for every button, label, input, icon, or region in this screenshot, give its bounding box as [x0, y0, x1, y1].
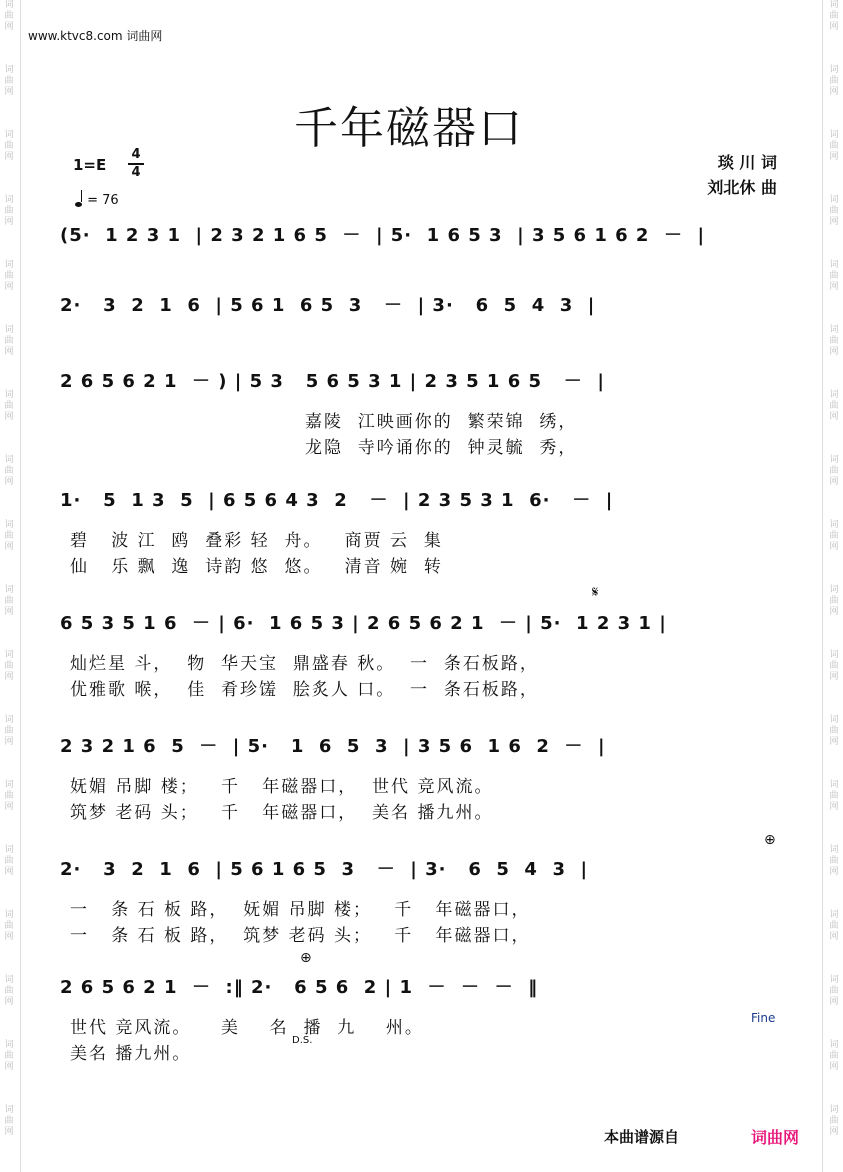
watermark-text: 词 曲 网 — [4, 1105, 14, 1137]
page-title: 千年磁器口 — [294, 103, 524, 154]
watermark-text: 词 曲 网 — [829, 390, 839, 422]
watermark-text: 词 曲 网 — [829, 585, 839, 617]
lyrics-line-8-verse-2: 美名 播九州。 — [70, 1044, 192, 1064]
tempo-marking — [75, 192, 119, 208]
watermark-text: 词 曲 网 — [4, 845, 14, 877]
notes-line-8: 2 6 5 6 2 1 － :‖ 2· 6 5 6 2 | 1 － － － ‖ — [60, 977, 539, 998]
lyrics-line-7-verse-2: 一 条 石 板 路， 筑梦 老码 头； 千 年磁器口， — [70, 926, 531, 946]
time-bottom: 4 — [131, 165, 141, 180]
watermark-text: 词 曲 网 — [4, 260, 14, 292]
watermark-text: 词 曲 网 — [4, 1040, 14, 1072]
watermark-text: 词 曲 网 — [829, 0, 839, 32]
left-watermark-strip — [2, 0, 16, 1172]
watermark-text: 词 曲 网 — [829, 195, 839, 227]
watermark-text: 词 曲 网 — [829, 975, 839, 1007]
score-line-7 — [60, 855, 780, 946]
watermark-text: 词 曲 网 — [829, 650, 839, 682]
lyrics-line-5-verse-1: 灿烂星 斗， 物 华天宝 鼎盛春 秋。 一 条石板路， — [70, 654, 539, 674]
notes-line-2: 2· 3 2 1 6 | 5 6 1 6 5 3 － | 3· 6 5 4 3 | — [60, 295, 596, 316]
score-line-4 — [60, 486, 780, 577]
lyrics-line-5-verse-2: 优雅歌 喉， 佳 肴珍馐 脍炙人 口。 一 条石板路， — [70, 680, 539, 700]
notes-line-6: 2 3 2 1 6 5 － | 5· 1 6 5 3 | 3 5 6 1 6 2 － | — [60, 736, 606, 757]
watermark-text: 词 曲 网 — [829, 715, 839, 747]
right-margin-rule — [822, 0, 823, 1172]
score-line-1 — [60, 221, 780, 281]
lyrics-line-7-verse-1: 一 条 石 板 路， 妩媚 吊脚 楼； 千 年磁器口， — [70, 900, 531, 920]
segno-icon: 𝄋 — [592, 583, 599, 601]
coda-icon-2: ⊕ — [300, 950, 312, 966]
footer-label: 本曲谱源自 — [604, 1128, 680, 1146]
composer-credit: 刘北休 曲 — [707, 178, 777, 197]
watermark-text: 词 曲 网 — [4, 650, 14, 682]
watermark-text: 词 曲 网 — [829, 260, 839, 292]
lyrics-line-4-verse-2: 仙 乐 飘 逸 诗韵 悠 悠。 清音 婉 转 — [70, 557, 443, 577]
ds-marking: D.S. — [292, 1035, 313, 1046]
key-signature: 1=E — [73, 156, 107, 174]
right-watermark-strip — [827, 0, 841, 1172]
footer-brand-link[interactable]: 词曲网 — [751, 1128, 800, 1147]
watermark-text: 词 曲 网 — [4, 910, 14, 942]
score-line-2 — [60, 291, 780, 351]
lyrics-line-4-verse-1: 碧 波 江 鸥 叠彩 轻 舟。 商贾 云 集 — [70, 531, 443, 551]
watermark-text: 词 曲 网 — [4, 975, 14, 1007]
watermark-text: 词 曲 网 — [829, 1105, 839, 1137]
watermark-text: 词 曲 网 — [4, 585, 14, 617]
score-line-3 — [60, 367, 780, 458]
site-url[interactable]: www.ktvc8.com 词曲网 — [28, 29, 163, 43]
time-top: 4 — [131, 147, 141, 162]
watermark-text: 词 曲 网 — [4, 780, 14, 812]
watermark-text: 词 曲 网 — [4, 715, 14, 747]
left-margin-rule — [20, 0, 21, 1172]
watermark-text: 词 曲 网 — [829, 780, 839, 812]
time-signature — [128, 148, 144, 180]
watermark-text: 词 曲 网 — [829, 325, 839, 357]
notes-line-1: (5· 1 2 3 1 | 2 3 2 1 6 5 － | 5· 1 6 5 3 | 3 5 6 1 6 2 － | — [60, 225, 706, 246]
notes-line-3: 2 6 5 6 2 1 － ) | 5 3 5 6 5 3 1 | 2 3 5 1 6 5 － | — [60, 371, 605, 392]
quarter-note-icon — [75, 202, 82, 207]
notes-line-7: 2· 3 2 1 6 | 5 6 1 6 5 3 － | 3· 6 5 4 3 | — [60, 859, 589, 880]
lyricist-credit: 琰 川 词 — [717, 153, 777, 172]
watermark-text: 词 曲 网 — [4, 0, 14, 32]
coda-icon: ⊕ — [764, 832, 776, 848]
watermark-text: 词 曲 网 — [829, 130, 839, 162]
lyrics-line-8-verse-1: 世代 竞风流。 美 名 播 九 州。 — [70, 1018, 424, 1038]
watermark-text: 词 曲 网 — [4, 390, 14, 422]
watermark-text: 词 曲 网 — [829, 1040, 839, 1072]
watermark-text: 词 曲 网 — [4, 325, 14, 357]
watermark-text: 词 曲 网 — [829, 455, 839, 487]
watermark-text: 词 曲 网 — [829, 520, 839, 552]
watermark-text: 词 曲 网 — [4, 455, 14, 487]
score-line-5 — [60, 609, 780, 700]
watermark-text: 词 曲 网 — [829, 65, 839, 97]
lyrics-line-6-verse-2: 筑梦 老码 头； 千 年磁器口， 美名 播九州。 — [70, 803, 494, 823]
fine-marking: Fine — [751, 1011, 776, 1025]
watermark-text: 词 曲 网 — [829, 845, 839, 877]
score-line-6 — [60, 732, 780, 823]
watermark-text: 词 曲 网 — [4, 65, 14, 97]
lyrics-line-6-verse-1: 妩媚 吊脚 楼； 千 年磁器口， 世代 竞风流。 — [70, 777, 494, 797]
watermark-text: 词 曲 网 — [4, 520, 14, 552]
lyrics-line-3-verse-1: 嘉陵 江映画你的 繁荣锦 绣， — [305, 412, 578, 432]
watermark-text: 词 曲 网 — [4, 130, 14, 162]
notes-line-4: 1· 5 1 3 5 | 6 5 6 4 3 2 － | 2 3 5 3 1 6· － | — [60, 490, 614, 511]
tempo-value: = 76 — [87, 193, 119, 208]
watermark-text: 词 曲 网 — [829, 910, 839, 942]
notes-line-5: 6 5 3 5 1 6 － | 6· 1 6 5 3 | 2 6 5 6 2 1 － | 5· 1 2 3 1 | — [60, 613, 667, 634]
lyrics-line-3-verse-2: 龙隐 寺吟诵你的 钟灵毓 秀， — [305, 438, 578, 458]
watermark-text: 词 曲 网 — [4, 195, 14, 227]
